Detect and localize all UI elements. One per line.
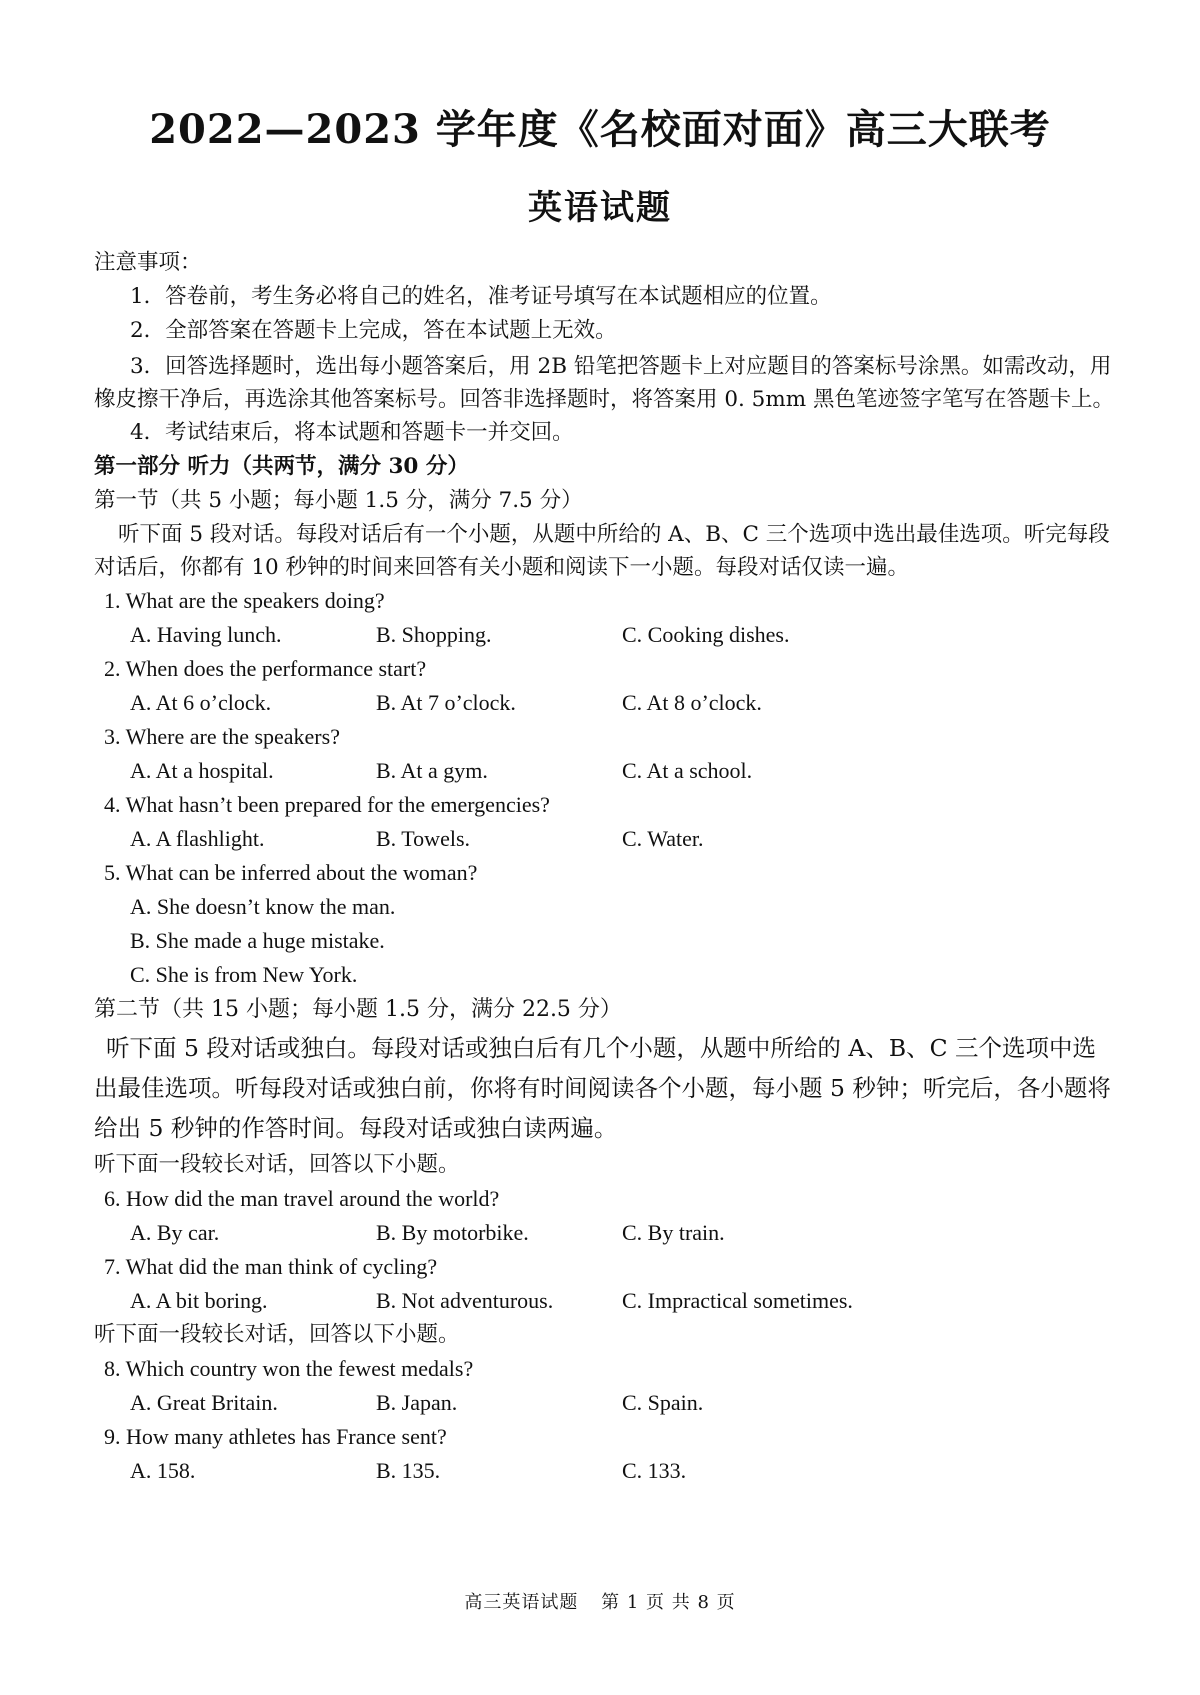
question-4: 4. What hasn’t been prepared for the emergencies? (104, 792, 550, 817)
option-a: A. A flashlight. (130, 826, 265, 851)
group-label: 听下面一段较长对话，回答以下小题。 (94, 1322, 460, 1347)
option-a: A. She doesn’t know the man. (130, 894, 396, 919)
page-footer (0, 1588, 1200, 1614)
option-b: B. Japan. (376, 1390, 458, 1415)
option-a: A. Great Britain. (130, 1390, 278, 1415)
option-a: A. By car. (130, 1220, 220, 1245)
question-3: 3. Where are the speakers? (104, 724, 340, 749)
option-c: C. Cooking dishes. (622, 622, 790, 647)
section2-heading: 第二节（共 15 小题；每小题 1.5 分，满分 22.5 分） (94, 997, 622, 1022)
option-b: B. Not adventurous. (376, 1288, 554, 1313)
option-a: A. At a hospital. (130, 758, 274, 783)
question-1: 1. What are the speakers doing? (104, 588, 385, 613)
note-item: 1．答卷前，考生务必将自己的姓名，准考证号填写在本试题相应的位置。 (130, 284, 832, 309)
section1-heading: 第一节（共 5 小题；每小题 1.5 分，满分 7.5 分） (94, 488, 583, 513)
option-c: C. By train. (622, 1220, 725, 1245)
note-item: 4．考试结束后，将本试题和答题卡一并交回。 (130, 420, 574, 445)
page-subtitle: 英语试题 (528, 188, 672, 228)
option-c: C. At 8 o’clock. (622, 690, 762, 715)
option-b: B. By motorbike. (376, 1220, 529, 1245)
question-7: 7. What did the man think of cycling? (104, 1254, 438, 1279)
option-b: B. She made a huge mistake. (130, 928, 385, 953)
option-c: C. Water. (622, 826, 704, 851)
option-b: B. Towels. (376, 826, 471, 851)
option-b: B. At a gym. (376, 758, 488, 783)
options-2 (94, 686, 1114, 720)
options-1 (94, 618, 1114, 652)
group-label: 听下面一段较长对话，回答以下小题。 (94, 1152, 460, 1177)
footer-exam-name: 高三英语试题 (464, 1592, 579, 1613)
question-6: 6. How did the man travel around the world? (104, 1186, 500, 1211)
question-9: 9. How many athletes has France sent? (104, 1424, 447, 1449)
note-item: 3．回答选择题时，选出每小题答案后，用 2B 铅笔把答题卡上对应题目的答案标号涂黑。如需改动，用橡皮擦干净后，再选涂其他答案标号。回答非选择题时，将答案用 0. 5mm 黑色笔迹签字笔写在答题卡上。 (94, 354, 1114, 412)
options-6 (94, 1216, 1114, 1250)
option-c: C. She is from New York. (130, 962, 358, 987)
option-c: C. 133. (622, 1458, 687, 1483)
option-a: A. A bit boring. (130, 1288, 268, 1313)
note-item: 2．全部答案在答题卡上完成，答在本试题上无效。 (130, 318, 617, 343)
options-4 (94, 822, 1114, 856)
page-title: 2022—2023 学年度《名校面对面》高三大联考 (149, 106, 1051, 153)
option-c: C. Impractical sometimes. (622, 1288, 853, 1313)
option-c: C. At a school. (622, 758, 753, 783)
question-2: 2. When does the performance start? (104, 656, 427, 681)
option-b: B. At 7 o’clock. (376, 690, 516, 715)
option-a: A. At 6 o’clock. (130, 690, 272, 715)
section2-instructions: 听下面 5 段对话或独白。每段对话或独白后有几个小题，从题中所给的 A、B、C 三个选项中选出最佳选项。听每段对话或独白前，你将有时间阅读各个小题，每小题 5 秒钟；听完后，各小题将给出 5 秒钟的作答时间。每段对话或独白读两遍。 (94, 1034, 1111, 1142)
option-a: A. 158. (130, 1458, 196, 1483)
part1-heading: 第一部分 听力（共两节，满分 30 分） (94, 454, 469, 479)
footer-page-number: 第 1 页 共 8 页 (601, 1592, 736, 1613)
option-b: B. Shopping. (376, 622, 492, 647)
notes-heading: 注意事项： (94, 250, 202, 275)
option-b: B. 135. (376, 1458, 441, 1483)
option-a: A. Having lunch. (130, 622, 282, 647)
options-9 (94, 1454, 1114, 1488)
question-8: 8. Which country won the fewest medals? (104, 1356, 474, 1381)
options-8 (94, 1386, 1114, 1420)
exam-body (94, 246, 1114, 1488)
question-5: 5. What can be inferred about the woman? (104, 860, 478, 885)
options-3 (94, 754, 1114, 788)
option-c: C. Spain. (622, 1390, 704, 1415)
options-7 (94, 1284, 1114, 1318)
section1-instructions: 听下面 5 段对话。每段对话后有一个小题，从题中所给的 A、B、C 三个选项中选出最佳选项。听完每段对话后，你都有 10 秒钟的时间来回答有关小题和阅读下一小题。每段对话仅读一遍。 (94, 522, 1110, 580)
